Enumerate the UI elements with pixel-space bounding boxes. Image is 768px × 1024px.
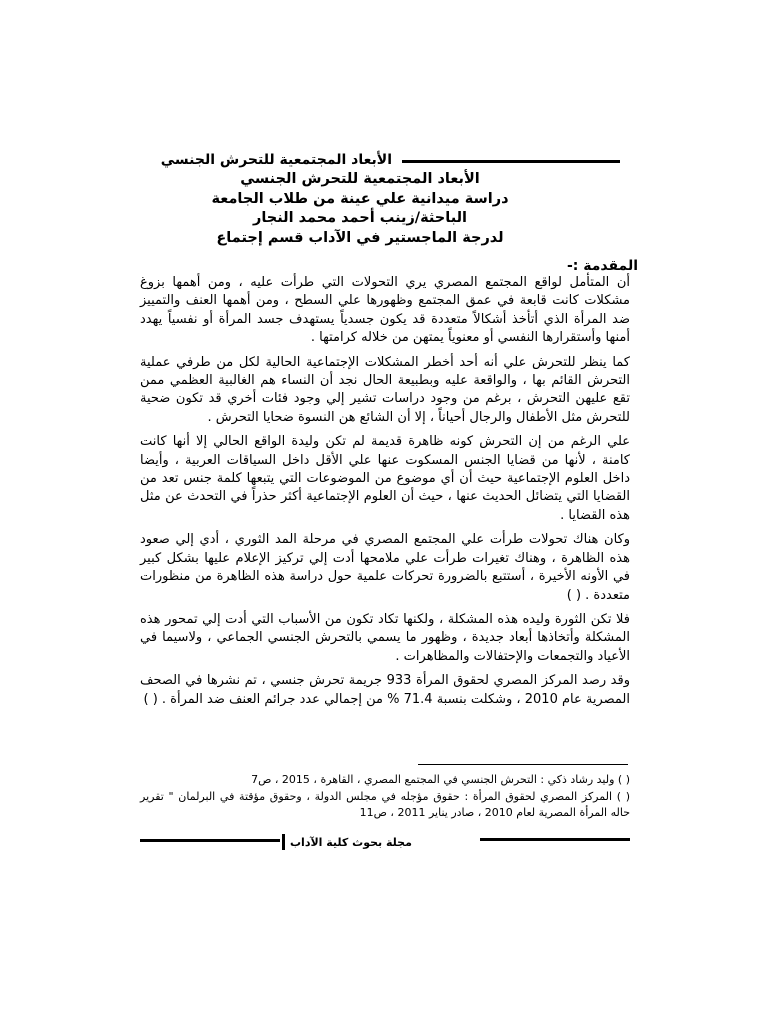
- body-text: [140, 274, 630, 715]
- paragraph: وقد رصد المركز المصري لحقوق المرأة 933 جريمة تحرش جنسي ، تم نشرها في الصحف المصرية عام 2010 ، وشكلت بنسبة 71.4 % من إجمالي عدد جرائم العنف ضد المرأة . ( ): [140, 673, 630, 707]
- footnotes: [140, 772, 630, 822]
- page-footer: [140, 834, 630, 854]
- article-title: الأبعاد المجتمعية للتحرش الجنسي: [240, 171, 480, 187]
- footer-rule-left: [140, 839, 280, 842]
- footer-bar: [282, 834, 285, 850]
- footer-rule-right: [480, 838, 630, 841]
- header-rule: [402, 160, 620, 163]
- paragraph: علي الرغم من إن التحرش كونه ظاهرة قديمة لم تكن وليدة الواقع الحالي إلا أنها كانت كامنة ، لأنها من قضايا الجنس المسكوت عنها علي الأقل داخل السياقات العربية ، وأيضا داخل العلوم الإجتماعية حيث أن أي موضوع من الموضوعات التي يتبعها كلمة جنس تعد من القضايا التي يتضائل الحديث عنها ، حيث أن العلوم الإجتماعية أكثر حذراً في التحدث عن مثل هذه القضايا .: [140, 434, 630, 523]
- footnote-separator: [418, 764, 628, 765]
- paragraph: وكان هناك تحولات طرأت علي المجتمع المصري في مرحلة المد الثوري ، أدي إلي صعود هذه الظاهرة ، وهناك تغيرات طرأت علي ملامحها أدت إلي تركيز الإعلام عليها بشكل كبير في الأونه الأخيرة ، أستتبع بالضرورة تحركات علمية حول دراسة هذه الظاهرة من منظورات متعددة . ( ): [140, 532, 630, 603]
- paragraph: كما ينظر للتحرش علي أنه أحد أخطر المشكلات الإجتماعية الحالية لكل من طرفي عملية التحرش القائم بها ، والواقعة عليه وبطبيعة الحال نجد أن النساء هم الغالبية العظمي ممن تقع عليهن التحرش ، برغم من وجود دراسات تشير إلي وجود فئات أخري قد تكون ضحية للتحرش مثل الأطفال والرجال أحياناً ، إلا أن الشائع هن النسوة ضحايا التحرش .: [140, 354, 630, 425]
- journal-name: مجلة بحوث كلية الآداب: [290, 836, 412, 849]
- article-subtitle: دراسة ميدانية علي عينة من طلاب الجامعة: [211, 190, 509, 207]
- footnote: ( ) المركز المصري لحقوق المرأة : حقوق مؤجله في مجلس الدولة ، وحقوق مؤقتة في البرلمان " تقرير حاله المرأة المصرية لعام 2010 ، صادر يناير 2011 ، ص11: [140, 789, 630, 819]
- running-title: الأبعاد المجتمعية للتحرش الجنسي: [160, 152, 392, 168]
- paragraph: فلا تكن الثورة وليده هذه المشكلة ، ولكنها تكاد تكون من الأسباب التي أدت إلي تمحور هذه المشكلة وأتخاذها أبعاد جديدة ، وظهور ما يسمي بالتحرش الجنسي الجماعي ، ولاسيما في الأعياد والتجمعات والإحتفالات والمظاهرات .: [140, 611, 630, 664]
- footnote: ( ) وليد رشاد ذكي : التحرش الجنسي في المجتمع المصري ، القاهرة ، 2015 ، ص7: [251, 773, 630, 786]
- degree-line: لدرجة الماجستير في الآداب قسم إجتماع: [216, 229, 504, 246]
- title-block: [160, 170, 560, 248]
- paragraph: أن المتأمل لواقع المجتمع المصري يري التحولات التي طرأت عليه ، ومن أهمها بزوغ مشكلات كانت قابعة في عمق المجتمع وظهورها علي السطح ، ومن أهمها العنف والتمييز ضد المرأة الذي أتأخذ أشكالاً متعددة قد يكون جسدياً يستهدف جسد المرأة أو نفسياً يهدد أمنها وأستقرارها النفسي أو معنوياً يمتهن من خلاله كرامتها .: [140, 275, 630, 346]
- author-line: الباحثة/زينب أحمد محمد النجار: [252, 210, 468, 226]
- intro-heading: المقدمة :-: [566, 258, 638, 274]
- page-header: [150, 152, 620, 172]
